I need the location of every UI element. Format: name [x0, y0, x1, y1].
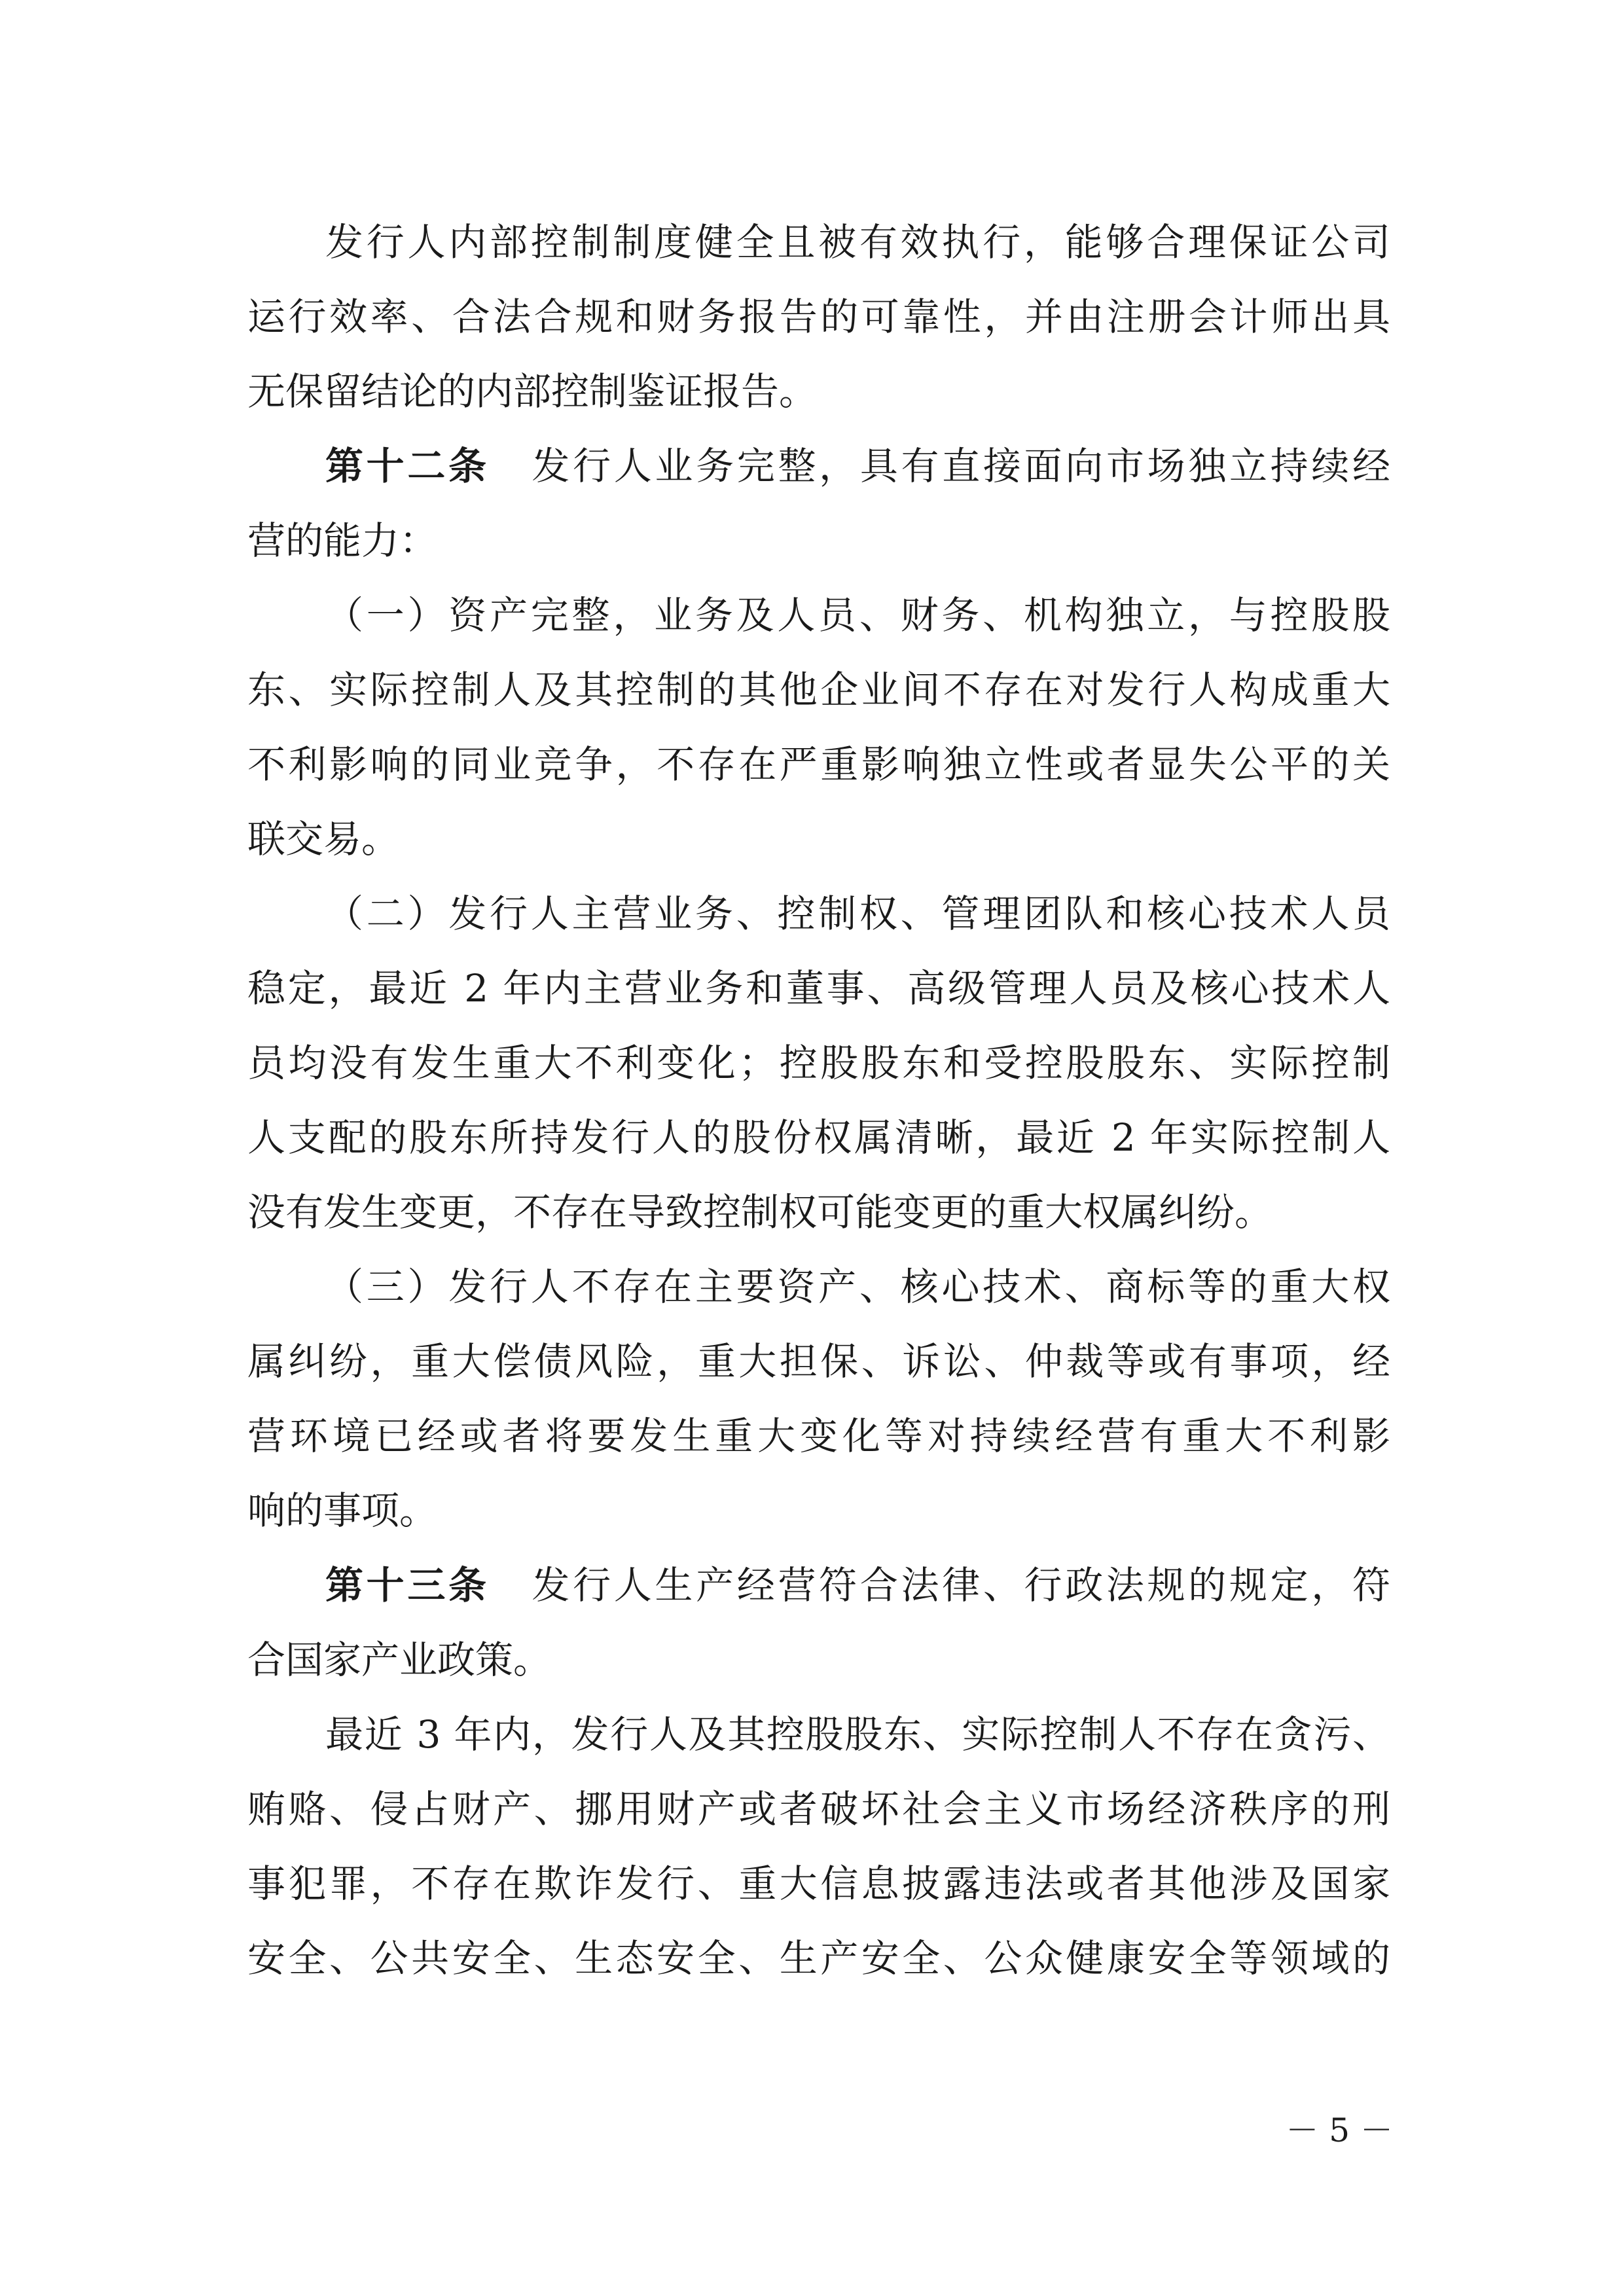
paragraph-line: （一）资产完整，业务及人员、财务、机构独立，与控股股 [325, 593, 1390, 637]
article-heading: 第十三条 [325, 1563, 490, 1607]
paragraph-line: 安全、公共安全、生态安全、生产安全、公众健康安全等领域的 [247, 1936, 1390, 1981]
paragraph-line: 贿赂、侵占财产、挪用财产或者破坏社会主义市场经济秩序的刑 [247, 1787, 1390, 1831]
paragraph-line: 发行人内部控制制度健全且被有效执行，能够合理保证公司 [325, 220, 1390, 264]
page-number: － 5 － [1286, 2111, 1393, 2149]
paragraph-line: 不利影响的同业竞争，不存在严重影响独立性或者显失公平的关 [247, 742, 1390, 787]
article-text: 发行人生产经营符合法律、行政法规的规定，符 [528, 1563, 1390, 1607]
paragraph-line: （二）发行人主营业务、控制权、管理团队和核心技术人员 [325, 891, 1390, 936]
article-heading: 第十二条 [325, 444, 490, 488]
paragraph-line: 人支配的股东所持发行人的股份权属清晰，最近 2 年实际控制人 [247, 1115, 1390, 1160]
article-13-line [325, 1559, 1390, 1611]
paragraph-line: 运行效率、合法合规和财务报告的可靠性，并由注册会计师出具 [247, 295, 1390, 339]
paragraph-line: 营环境已经或者将要发生重大变化等对持续经营有重大不利影 [247, 1414, 1390, 1458]
paragraph-line: 稳定，最近 2 年内主营业务和董事、高级管理人员及核心技术人 [247, 966, 1390, 1011]
paragraph-line: 东、实际控制人及其控制的其他企业间不存在对发行人构成重大 [247, 668, 1390, 712]
paragraph-line: 最近 3 年内，发行人及其控股股东、实际控制人不存在贪污、 [325, 1712, 1390, 1757]
article-12-line [325, 440, 1390, 492]
paragraph-line: （三）发行人不存在主要资产、核心技术、商标等的重大权 [325, 1265, 1390, 1309]
paragraph-line: 合国家产业政策。 [247, 1638, 552, 1682]
paragraph-line: 员均没有发生重大不利变化；控股股东和受控股股东、实际控制 [247, 1041, 1390, 1085]
paragraph-line: 无保留结论的内部控制鉴证报告。 [247, 369, 818, 414]
article-text: 发行人业务完整，具有直接面向市场独立持续经 [528, 444, 1390, 488]
paragraph-line: 联交易。 [247, 817, 400, 861]
paragraph-line: 事犯罪，不存在欺诈发行、重大信息披露违法或者其他涉及国家 [247, 1861, 1390, 1906]
paragraph-line: 响的事项。 [247, 1488, 438, 1533]
paragraph-line: 营的能力： [247, 518, 438, 563]
paragraph-line: 没有发生变更，不存在导致控制权可能变更的重大权属纠纷。 [247, 1190, 1273, 1234]
paragraph-line: 属纠纷，重大偿债风险，重大担保、诉讼、仲裁等或有事项，经 [247, 1339, 1390, 1384]
